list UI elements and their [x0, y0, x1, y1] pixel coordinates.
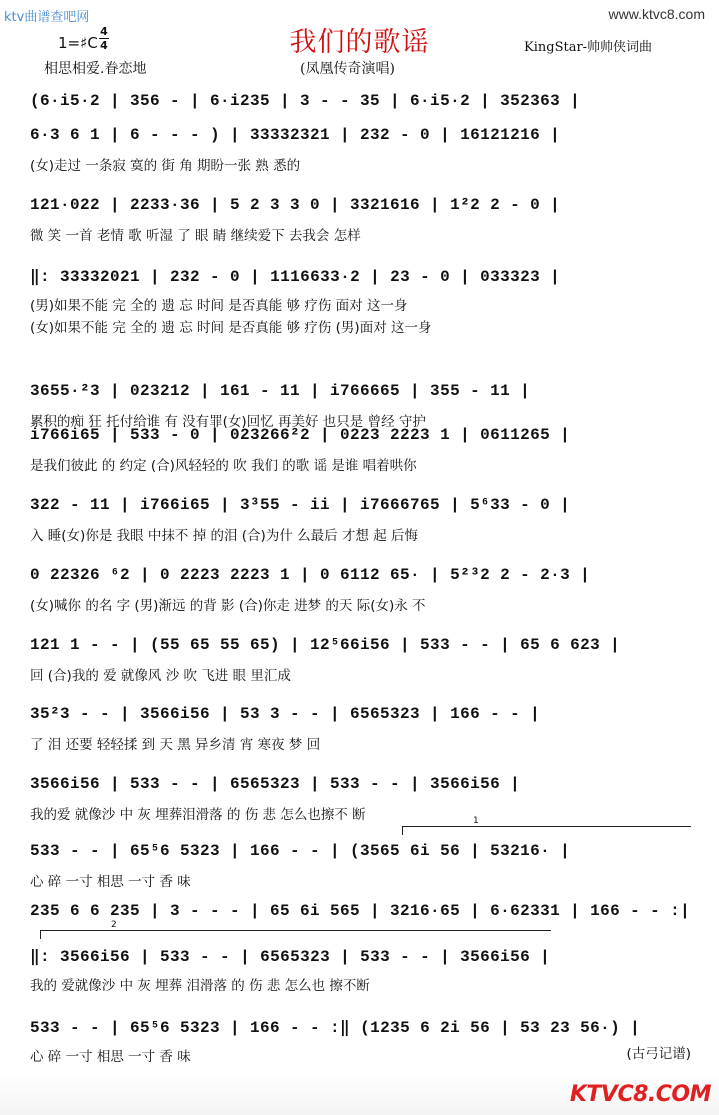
- logo-latin: KTVC8.COM: [569, 1082, 711, 1107]
- time-sig-bottom: 4: [100, 39, 108, 52]
- lyric-line: 入 睡(女)你是 我眼 中抹不 掉 的泪 (合)为什 么最后 才想 起 后悔: [30, 528, 418, 544]
- lyric-line: 回 (合)我的 爱 就像风 沙 吹 飞进 眼 里汇成: [30, 668, 291, 684]
- notation-line: 6·3 6 1 | 6 - - - ) | 33332321 | 232 - 0 | 16121216 |: [30, 126, 561, 144]
- notation-line: 121·022 | 2233·36 | 5 2 3 3 0 | 3321616 | 1²2 2 - 0 |: [30, 196, 561, 214]
- time-signature: [99, 26, 109, 51]
- site-logo: [570, 1082, 711, 1107]
- notation-line: ‖: 33332021 | 232 - 0 | 1116633·2 | 23 - 0 | 033323 |: [30, 268, 561, 286]
- volta-bracket-2: [40, 920, 551, 939]
- lyric-line: (女)走过 一条寂 寞的 街 角 期盼一张 熟 悉的: [30, 158, 301, 174]
- notation-line: 533 - - | 65⁵6 5323 | 166 - - | (3565 6i 56 | 53216· |: [30, 842, 571, 860]
- notation-line: 533 - - | 65⁵6 5323 | 166 - - :‖ (1235 6 2i 56 | 53 23 56·) |: [30, 1019, 641, 1037]
- notation-line: i766i65 | 533 - 0 | 023266²2 | 0223 2223 1 | 0611265 |: [30, 426, 571, 444]
- time-sig-top: 4: [100, 25, 108, 38]
- volta-number-2: 2: [111, 920, 117, 930]
- lyric-line: (男)如果不能 完 全的 遗 忘 时间 是否真能 够 疗伤 面对 这一身: [30, 298, 408, 314]
- transcriber-note: (古弓记谱): [626, 1046, 691, 1062]
- key-signature: 1=♯C: [58, 34, 98, 52]
- notation-line: 3566i56 | 533 - - | 6565323 | 533 - - | 3566i56 |: [30, 775, 521, 793]
- volta-bracket-1: [402, 816, 691, 835]
- lyric-line: (女)喊你 的名 字 (男)渐远 的背 影 (合)你走 进梦 的天 际(女)永 不: [30, 598, 426, 614]
- lyric-line: 了 泪 还要 轻轻揉 到 天 黑 异乡清 宵 寒夜 梦 回: [30, 737, 321, 753]
- lyric-line: 我的爱 就像沙 中 灰 埋葬泪滑落 的 伤 悲 怎么也擦不 断: [30, 807, 366, 823]
- expression-marking: 相思相爱.眷恋地: [44, 61, 147, 77]
- lyric-line: 是我们彼此 的 约定 (合)风轻轻的 吹 我们 的歌 谣 是谁 唱着哄你: [30, 458, 417, 474]
- notation-line: (6·i5·2 | 356 - | 6·i235 | 3 - - 35 | 6·i5·2 | 352363 |: [30, 92, 581, 110]
- notation-line: 3655·²3 | 023212 | 161 - 11 | i766665 | 355 - 11 |: [30, 382, 531, 400]
- song-title: 我们的歌谣: [289, 27, 430, 58]
- site-watermark-left: ktv曲谱查吧网: [4, 10, 90, 25]
- notation-line: 0 22326 ⁶2 | 0 2223 2223 1 | 0 6112 65· | 5²³2 2 - 2·3 |: [30, 566, 591, 584]
- lyric-line: 我的 爱就像沙 中 灰 埋葬 泪滑落 的 伤 悲 怎么也 擦不断: [30, 978, 370, 994]
- lyric-line: 累积的痴 狂 托付给谁 有 没有罪(女)回忆 再美好 也只是 曾经 守护: [30, 414, 426, 430]
- volta-number-1: 1: [473, 816, 479, 826]
- lyric-line: 心 碎 一寸 相思 一寸 香 味: [30, 874, 191, 890]
- notation-line: 322 - 11 | i766i65 | 3³55 - ii | i7666765 | 5⁶33 - 0 |: [30, 496, 571, 514]
- composer-credit: KingStar-帅帅侠词曲: [524, 40, 653, 55]
- notation-line: 35²3 - - | 3566i56 | 53 3 - - | 6565323 | 166 - - |: [30, 705, 541, 723]
- notation-line: ‖: 3566i56 | 533 - - | 6565323 | 533 - - | 3566i56 |: [30, 948, 551, 966]
- site-watermark-right: www.ktvc8.com: [608, 6, 705, 22]
- performer-credit: (凤凰传奇演唱): [300, 61, 395, 77]
- lyric-line: (女)如果不能 完 全的 遗 忘 时间 是否真能 够 疗伤 (男)面对 这一身: [30, 320, 432, 336]
- lyric-line: 微 笑 一首 老情 歌 听湿 了 眼 睛 继续爱下 去我会 怎样: [30, 228, 361, 244]
- notation-line: 121 1 - - | (55 65 55 65) | 12⁵66i56 | 533 - - | 65 6 623 |: [30, 636, 621, 654]
- lyric-line: 心 碎 一寸 相思 一寸 香 味: [30, 1049, 191, 1065]
- notation-line: 235 6 6 235 | 3 - - - | 65 6i 565 | 3216·65 | 6·62331 | 166 - - :|: [30, 902, 691, 920]
